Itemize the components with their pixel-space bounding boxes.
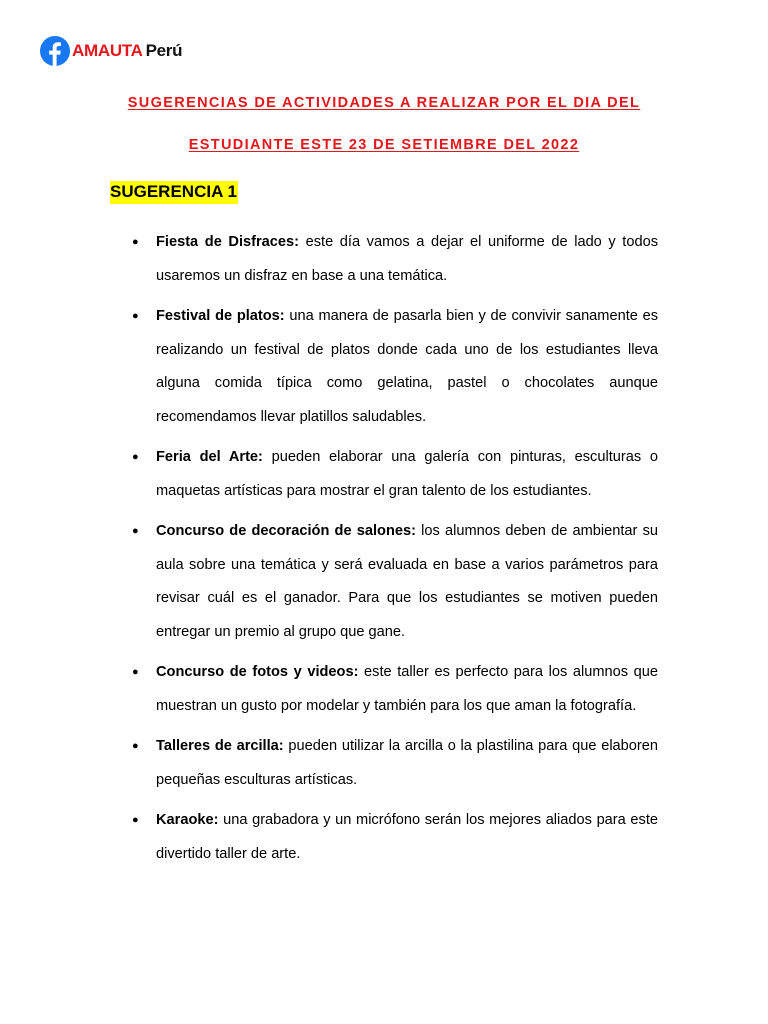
suggestion-list xyxy=(132,226,659,878)
item-term: Concurso de decoración de salones: xyxy=(156,523,416,539)
bullet-icon: ● xyxy=(132,525,139,537)
brand-logo xyxy=(40,36,182,66)
item-term: Feria del Arte: xyxy=(156,449,263,465)
document-title-line-1: SUGERENCIAS DE ACTIVIDADES A REALIZAR POR EL DIA DEL xyxy=(127,95,641,111)
list-item xyxy=(132,804,658,871)
facebook-icon xyxy=(40,36,70,66)
bullet-icon: ● xyxy=(132,814,139,826)
list-item xyxy=(132,441,658,508)
list-item xyxy=(132,515,658,649)
item-text: pueden utilizar la arcilla o la plastilina para que elaboren pequeñas esculturas artísticas. xyxy=(156,738,659,788)
bullet-icon: ● xyxy=(132,666,139,678)
list-item xyxy=(132,300,658,434)
item-text: pueden elaborar una galería con pinturas, esculturas o maquetas artísticas para mostrar el gran talento de los estudiantes. xyxy=(156,449,658,499)
list-item xyxy=(132,730,659,797)
logo-brand: AMAUTA xyxy=(72,41,143,60)
section-heading: SUGERENCIA 1 xyxy=(110,181,238,204)
document-title-line-2: ESTUDIANTE ESTE 23 DE SETIEMBRE DEL 2022 xyxy=(188,137,580,153)
item-term: Festival de platos: xyxy=(156,308,285,324)
list-item xyxy=(132,226,658,293)
logo-text xyxy=(72,36,182,66)
item-text: este día vamos a dejar el uniforme de lado y todos usaremos un disfraz en base a una temática. xyxy=(156,234,658,284)
item-term: Talleres de arcilla: xyxy=(156,738,284,754)
logo-suffix: Perú xyxy=(145,41,183,60)
item-text: una grabadora y un micrófono serán los mejores aliados para este divertido taller de arte. xyxy=(156,812,658,862)
bullet-icon: ● xyxy=(132,740,139,752)
item-term: Karaoke: xyxy=(156,812,219,828)
bullet-icon: ● xyxy=(132,451,139,463)
item-term: Concurso de fotos y videos: xyxy=(156,664,359,680)
bullet-icon: ● xyxy=(132,236,139,248)
item-term: Fiesta de Disfraces: xyxy=(156,234,299,250)
item-text: este taller es perfecto para los alumnos que muestran un gusto por modelar y también para los que aman la fotografía. xyxy=(156,664,658,714)
item-text: los alumnos deben de ambientar su aula sobre una temática y será evaluada en base a varios parámetros para revisar cuál es el ganador. Para que los estudiantes se motiven pueden entregar un premio al grupo que gane. xyxy=(156,523,658,640)
list-item xyxy=(132,656,658,723)
bullet-icon: ● xyxy=(132,310,139,322)
item-text: una manera de pasarla bien y de convivir sanamente es realizando un festival de platos donde cada uno de los estudiantes lleva alguna comida típica como gelatina, pastel o chocolates aunque recomendamos llevar platillos saludables. xyxy=(156,308,658,425)
